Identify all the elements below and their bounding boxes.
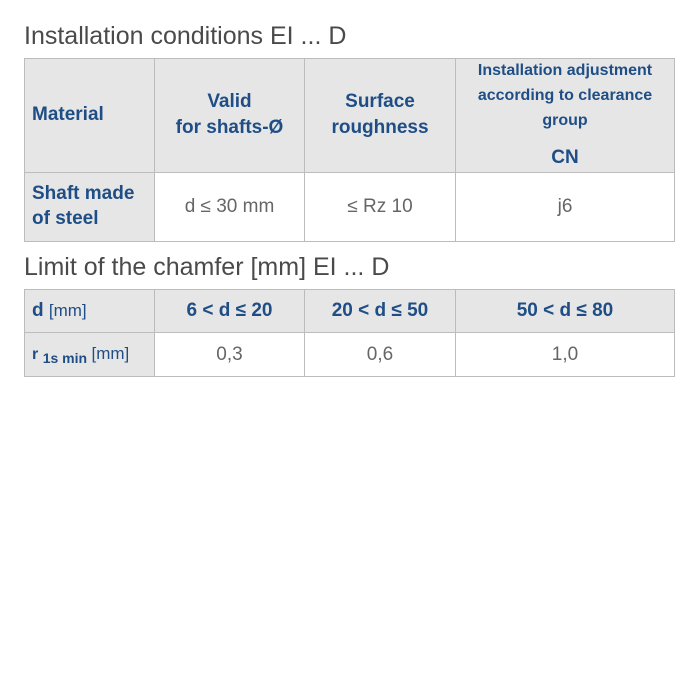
- header-d-unit: [mm]: [48, 301, 87, 320]
- installation-conditions-table: [24, 58, 675, 242]
- header-installation-adjustment: [456, 59, 675, 173]
- header-range-2: 20 < d ≤ 50: [305, 290, 456, 333]
- header-adjust-cn: CN: [551, 147, 579, 169]
- row-label-r: r: [32, 345, 39, 363]
- cell-adjustment: j6: [456, 172, 675, 241]
- header-range-3: 50 < d ≤ 80: [456, 290, 675, 333]
- header-surface-roughness: [305, 59, 456, 173]
- chamfer-limit-title: Limit of the chamfer [mm] EI ... D: [24, 253, 390, 281]
- row-label-subscript: 1s min: [42, 349, 88, 366]
- header-material: Material: [25, 59, 155, 173]
- row-label-shaft-steel: [25, 172, 155, 241]
- chamfer-limit-table: [24, 289, 675, 377]
- header-valid-shafts: [155, 59, 305, 173]
- row-label-line1: Shaft made: [32, 182, 135, 204]
- cell-chamfer-value-2: 0,6: [305, 333, 456, 377]
- header-d-mm: [25, 290, 155, 333]
- header-valid-line2: for shafts-Ø: [175, 117, 284, 139]
- header-d-label: d: [32, 300, 44, 321]
- row-label-unit: [mm]: [91, 343, 130, 363]
- cell-chamfer-value-1: 0,3: [155, 333, 305, 377]
- row-label-r1s-min: [25, 333, 155, 377]
- table-row: [25, 172, 675, 241]
- cell-surface-roughness: ≤ Rz 10: [305, 172, 456, 241]
- cell-chamfer-value-3: 1,0: [456, 333, 675, 377]
- header-surface-line2: roughness: [331, 117, 429, 139]
- table-header-row: [25, 290, 675, 333]
- header-surface-line1: Surface: [345, 91, 415, 113]
- table-row: [25, 333, 675, 377]
- header-adjust-line1: Installation adjustment: [477, 62, 653, 79]
- installation-conditions-title: Installation conditions EI ... D: [24, 22, 347, 50]
- row-label-line2: of steel: [32, 207, 99, 229]
- header-adjust-line2: according to clearance group: [477, 86, 653, 129]
- cell-valid-shafts: d ≤ 30 mm: [155, 172, 305, 241]
- header-valid-line1: Valid: [207, 91, 252, 113]
- header-range-1: 6 < d ≤ 20: [155, 290, 305, 333]
- table-header-row: [25, 59, 675, 173]
